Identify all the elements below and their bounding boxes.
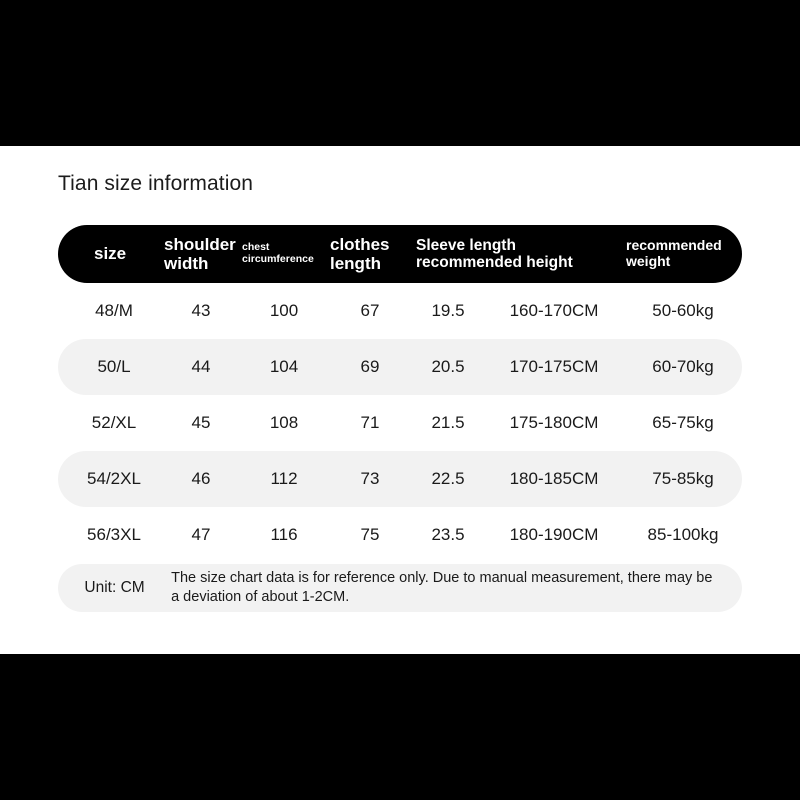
header-chest-circumference: chest circumference (242, 241, 314, 265)
table-row (58, 451, 742, 507)
cell-recommended-height: 180-190CM (509, 525, 599, 545)
cell-recommended-weight: 75-85kg (652, 469, 714, 489)
header-clothes-length: clothes length (330, 234, 390, 273)
cell-shoulder-width: 44 (191, 357, 211, 377)
cell-sleeve-length: 21.5 (431, 413, 465, 433)
cell-recommended-weight: 65-75kg (652, 413, 714, 433)
cell-chest-circumference: 112 (270, 469, 298, 489)
header-sleeve-length-recommended-height: Sleeve length recommended height (416, 236, 573, 271)
unit-label: Unit: CM (84, 579, 145, 596)
table-header-row (58, 225, 742, 283)
header-recommended-weight: recommended weight (626, 237, 722, 269)
cell-size: 48/M (95, 301, 133, 321)
cell-recommended-weight: 60-70kg (652, 357, 714, 377)
table-row (58, 339, 742, 395)
cell-size: 56/3XL (87, 525, 141, 545)
cell-clothes-length: 69 (360, 357, 380, 377)
cell-sleeve-length: 20.5 (431, 357, 465, 377)
cell-recommended-height: 160-170CM (509, 301, 599, 321)
cell-chest-circumference: 108 (269, 413, 299, 433)
cell-shoulder-width: 47 (191, 525, 211, 545)
footer-note-bar (58, 564, 742, 612)
cell-chest-circumference: 104 (269, 357, 299, 377)
size-table (58, 225, 742, 563)
cell-chest-circumference: 100 (269, 301, 299, 321)
cell-shoulder-width: 46 (191, 469, 211, 489)
table-row (58, 283, 742, 339)
cell-clothes-length: 73 (360, 469, 380, 489)
cell-recommended-weight: 85-100kg (647, 525, 719, 545)
cell-recommended-height: 175-180CM (509, 413, 599, 433)
cell-sleeve-length: 22.5 (431, 469, 465, 489)
measurement-disclaimer: The size chart data is for reference only. Due to manual measurement, there may be a deviation of about 1-2CM. (171, 570, 713, 605)
header-shoulder-width: shoulder width (164, 234, 236, 273)
cell-size: 54/2XL (87, 469, 141, 489)
size-chart-card (0, 146, 800, 654)
cell-sleeve-length: 19.5 (431, 301, 465, 321)
cell-clothes-length: 75 (360, 525, 380, 545)
cell-shoulder-width: 43 (191, 301, 211, 321)
header-size: size (94, 244, 127, 264)
cell-clothes-length: 71 (360, 413, 380, 433)
cell-clothes-length: 67 (360, 301, 380, 321)
cell-chest-circumference: 116 (270, 525, 298, 545)
table-row (58, 507, 742, 563)
cell-recommended-height: 170-175CM (509, 357, 599, 377)
page-title: Tian size information (58, 172, 254, 195)
cell-sleeve-length: 23.5 (431, 525, 465, 545)
cell-shoulder-width: 45 (191, 413, 211, 433)
table-row (58, 395, 742, 451)
cell-recommended-weight: 50-60kg (652, 301, 714, 321)
cell-size: 52/XL (91, 413, 137, 433)
cell-size: 50/L (97, 357, 131, 377)
cell-recommended-height: 180-185CM (509, 469, 599, 489)
